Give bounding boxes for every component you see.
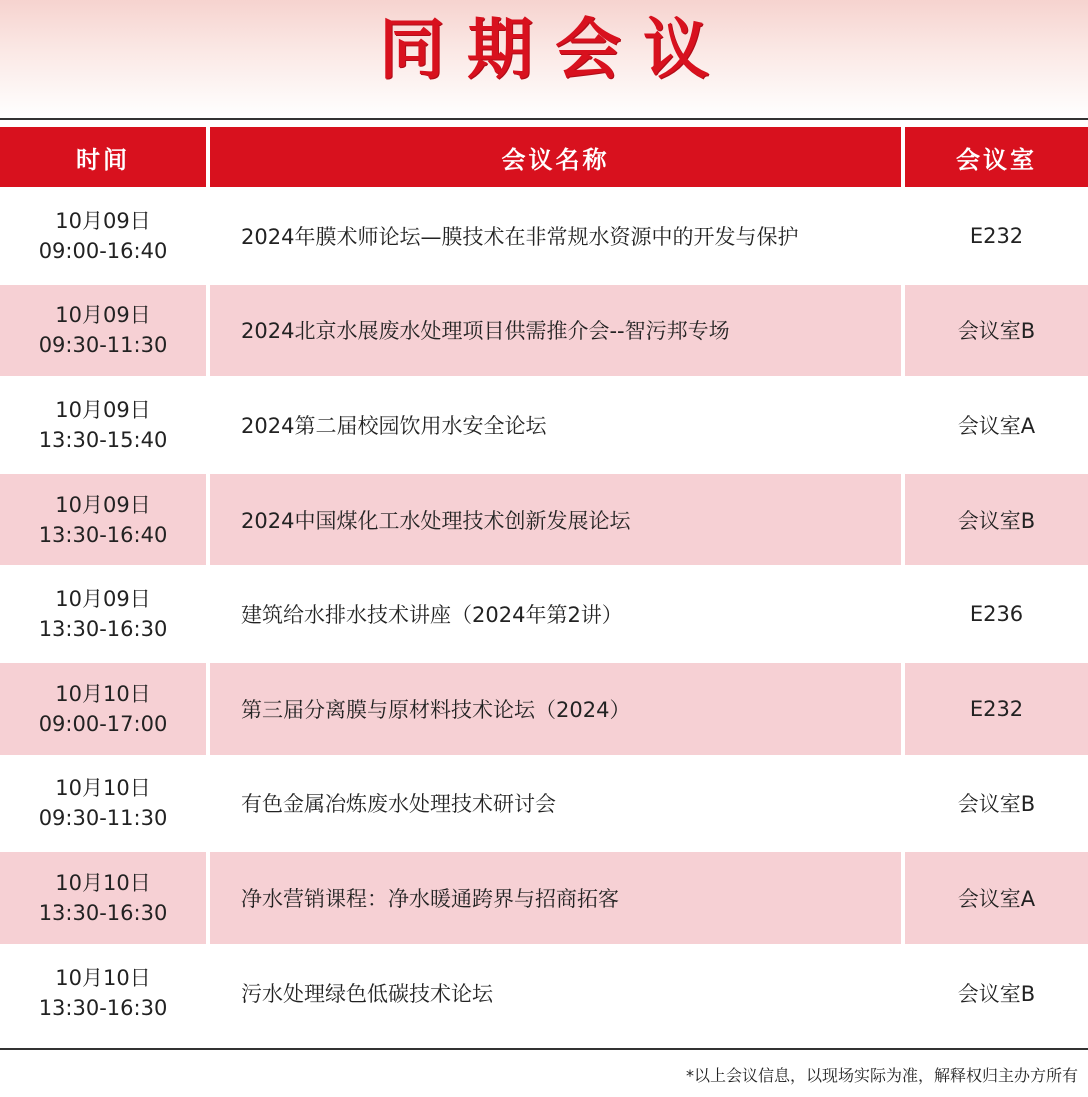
date-text: 10月09日 (55, 492, 151, 517)
date-text: 10月10日 (55, 870, 151, 895)
hours-text: 09:00-17:00 (38, 711, 168, 736)
room-cell: 会议室A (957, 413, 1036, 438)
header-name: 会议名称 (210, 127, 901, 187)
table-row (0, 755, 1088, 850)
hours-text: 13:30-15:40 (38, 427, 168, 452)
table-row (0, 282, 1088, 377)
header-time: 时间 (0, 127, 206, 187)
table-row (0, 376, 1088, 471)
conference-name: 污水处理绿色低碳技术论坛 (241, 981, 493, 1006)
date-text: 10月10日 (55, 965, 151, 990)
header-room: 会议室 (905, 127, 1088, 187)
table-row (0, 660, 1088, 755)
time-cell (0, 947, 206, 1039)
date-text: 10月09日 (55, 208, 151, 233)
time-cell (0, 285, 206, 377)
room-cell: 会议室A (905, 852, 1088, 944)
time-cell (0, 474, 206, 566)
bottom-divider (0, 1048, 1088, 1050)
conference-name: 净水营销课程：净水暖通跨界与招商拓客 (210, 852, 901, 944)
time-cell (0, 190, 206, 282)
time-cell (0, 379, 206, 471)
hours-text: 13:30-16:30 (38, 900, 168, 925)
room-cell: E236 (969, 602, 1024, 627)
conference-name: 2024北京水展废水处理项目供需推介会--智污邦专场 (210, 285, 901, 377)
time-cell (0, 663, 206, 755)
room-cell: 会议室B (905, 285, 1088, 377)
time-cell (0, 568, 206, 660)
table-row (0, 187, 1088, 282)
hours-text: 09:30-11:30 (38, 333, 168, 358)
top-divider (0, 118, 1088, 120)
conference-name: 建筑给水排水技术讲座（2024年第2讲） (241, 603, 623, 628)
footnote: *以上会议信息，以现场实际为准，解释权归主办方所有 (685, 1066, 1078, 1085)
page-header (0, 0, 1088, 118)
hours-text: 13:30-16:30 (38, 617, 168, 642)
table-header-row (0, 127, 1088, 187)
room-cell: 会议室B (905, 474, 1088, 566)
hours-text: 13:30-16:40 (38, 522, 168, 547)
time-cell (0, 852, 206, 944)
room-cell: E232 (905, 663, 1088, 755)
date-text: 10月10日 (55, 681, 151, 706)
room-cell: 会议室B (957, 792, 1036, 817)
date-text: 10月09日 (55, 397, 151, 422)
table-row (0, 565, 1088, 660)
date-text: 10月10日 (55, 776, 151, 801)
date-text: 10月09日 (55, 303, 151, 328)
conference-name: 第三届分离膜与原材料技术论坛（2024） (210, 663, 901, 755)
conference-name: 2024年膜术师论坛—膜技术在非常规水资源中的开发与保护 (241, 224, 799, 249)
date-text: 10月09日 (55, 587, 151, 612)
conference-name: 2024中国煤化工水处理技术创新发展论坛 (210, 474, 901, 566)
conference-name: 2024第二届校园饮用水安全论坛 (241, 413, 547, 438)
table-row (0, 849, 1088, 944)
conference-schedule-table (0, 127, 1088, 1038)
page-title: 同期会议 (379, 11, 731, 88)
room-cell: 会议室B (957, 981, 1036, 1006)
room-cell: E232 (969, 223, 1024, 248)
hours-text: 09:00-16:40 (38, 238, 168, 263)
table-row (0, 471, 1088, 566)
time-cell (0, 758, 206, 850)
conference-name: 有色金属冶炼废水处理技术研讨会 (241, 792, 556, 817)
table-row (0, 944, 1088, 1039)
hours-text: 09:30-11:30 (38, 806, 168, 831)
hours-text: 13:30-16:30 (38, 995, 168, 1020)
